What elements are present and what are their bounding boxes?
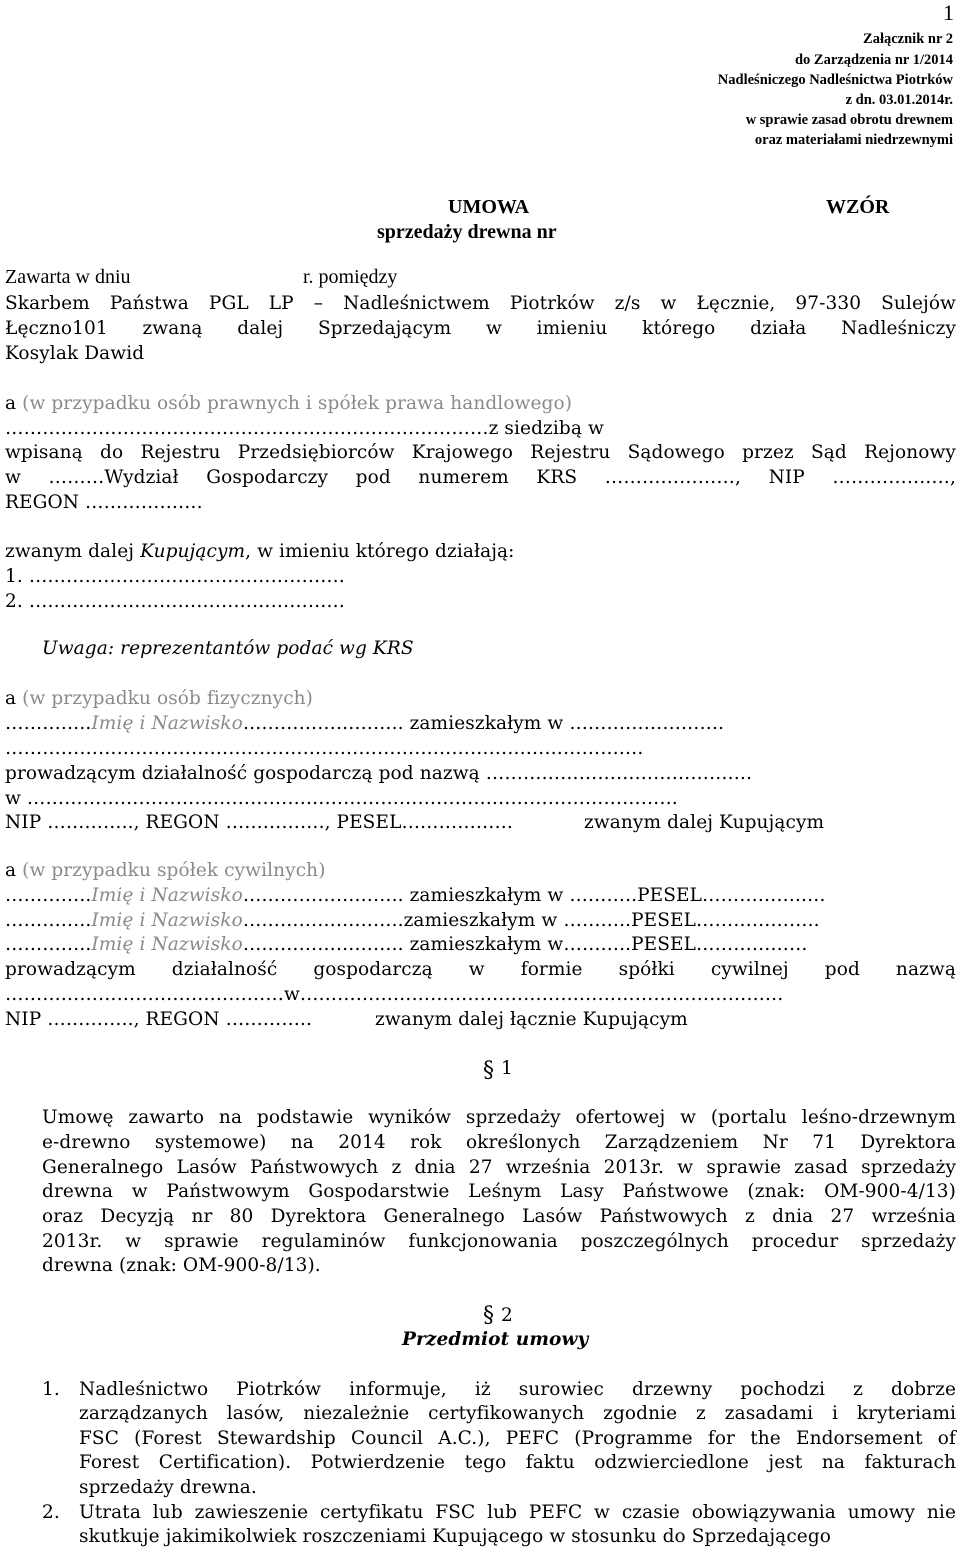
partner-row-2-name: Imię i Nazwisko: [91, 910, 243, 931]
item-2-line-1: Utrata lub zawieszenie certyfikatu FSC lub PEFC w czasie obowiązywania umowy nie: [79, 1502, 956, 1523]
item-1-line-1: Nadleśnictwo Piotrków informuje, iż surowiec drzewny pochodzi z dobrze: [79, 1379, 956, 1400]
title-wzor: WZÓR: [826, 196, 890, 218]
section-2-symbol: §: [483, 1303, 495, 1328]
section-1-line-3: Generalnego Lasów Państwowych z dnia 27 września 2013r. w sprawie zasad sprzedaży: [42, 1157, 956, 1178]
partner-row-3-name: Imię i Nazwisko: [91, 934, 243, 955]
partner-row-1: [5, 885, 826, 906]
representative-1: 1. ……………………………………………: [5, 566, 346, 587]
partnership-line-4: prowadzącym działalność gospodarczą w formie spółki cywilnej pod nazwą: [5, 959, 956, 980]
legal-line-2: wpisaną do Rejestru Przedsiębiorców Krajowego Rejestru Sądowego przez Sąd Rejonowy: [5, 442, 956, 463]
section-2-heading: Przedmiot umowy: [402, 1329, 589, 1350]
partnership-line-5: ………………………………………w……………………………………………………………………: [5, 984, 784, 1005]
item-2-number: 2.: [42, 1502, 60, 1523]
intro-zawarta: Zawarta w dniu: [5, 266, 131, 288]
annex-line-4: z dn. 03.01.2014r.: [845, 92, 953, 108]
seller-line-1: Skarbem Państwa PGL LP – Nadleśnictwem Piotrków z/s w Łęcznie, 97-330 Sulejów: [5, 293, 956, 314]
partnership-a: a: [5, 860, 17, 881]
annex-line-6: oraz materiałami niedrzewnymi: [754, 132, 953, 148]
partnership-heading-text: (w przypadku spółek cywilnych): [22, 860, 326, 881]
partner-row-3-rest: …………………….. zamieszkałym w………..PESEL………………: [242, 934, 808, 955]
natural-line-4: w ……………………………………………………………………………………………: [5, 788, 678, 809]
natural-person-heading: [5, 688, 313, 709]
legal-heading-text: (w przypadku osób prawnych i spółek prawa handlowego): [22, 393, 573, 414]
natural-line-3: prowadzącym działalność gospodarczą pod nazwą …………………………………….: [5, 763, 753, 784]
item-2-line-2: skutkuje jakimikolwiek roszczeniami Kupującego w stosunku do Sprzedającego: [79, 1526, 832, 1547]
partner-row-3: [5, 934, 808, 955]
partner-row-1-rest: …………………….. zamieszkałym w ………..PESEL……………..…: [242, 885, 826, 906]
seller-line-3: Kosylak Dawid: [5, 343, 145, 364]
natural-l1-dots: …………..: [5, 713, 92, 734]
natural-line-2: ………………………………………………………………………………………….: [5, 738, 644, 759]
title-subtitle: sprzedaży drewna nr: [377, 221, 557, 243]
section-1-line-7: drewna (znak: OM-900-8/13).: [42, 1255, 321, 1276]
natural-l1-name: Imię i Nazwisko: [91, 713, 243, 734]
partner-row-2-pre: …………..: [5, 910, 92, 931]
natural-l1-rest: …………………….. zamieszkałym w …………………….: [242, 713, 725, 734]
krs-note: Uwaga: reprezentantów podać wg KRS: [42, 638, 414, 659]
item-1-line-4: Forest Certification). Potwierdzenie tego faktu odzwierciedlone jest na fakturach: [79, 1452, 956, 1473]
annex-line-2: do Zarządzenia nr 1/2014: [794, 52, 953, 68]
partner-row-2-rest: ……………………..zamieszkałym w ………..PESEL………………..: [242, 910, 820, 931]
section-1-line-5: oraz Decyzją nr 80 Dyrektora Generalnego Lasów Państwowych z dnia 27 września: [42, 1206, 956, 1227]
page-number: 1: [943, 0, 954, 25]
legal-buyer-italic: Kupującym: [140, 541, 246, 562]
partnership-heading: [5, 860, 326, 881]
legal-line-3: w ………Wydział Gospodarczy pod numerem KRS …………………, NIP …………….…,: [5, 467, 956, 488]
legal-buyer-post: , w imieniu którego działają:: [245, 541, 515, 562]
legal-buyer-pre: zwanym dalej: [5, 541, 141, 562]
section-1-line-1: Umowę zawarto na podstawie wyników sprzedaży ofertowej w (portalu leśno-drzewnym: [42, 1107, 956, 1128]
partner-row-3-pre: …………..: [5, 934, 92, 955]
partnership-line-6b: zwanym dalej łącznie Kupującym: [375, 1009, 688, 1030]
partnership-line-6a: NIP ………….., REGON …………..: [5, 1009, 312, 1030]
item-1-number: 1.: [42, 1379, 60, 1400]
partner-row-1-name: Imię i Nazwisko: [91, 885, 243, 906]
section-2-number: 2: [501, 1305, 513, 1326]
partner-row-2: [5, 910, 820, 931]
legal-line-4: REGON ……………….: [5, 492, 203, 513]
representative-2: 2. ……………………………………………: [5, 591, 346, 612]
item-1-line-3: FSC (Forest Stewardship Council A.C.), PEFC (Programme for the Endorsement of: [79, 1428, 956, 1449]
section-1-symbol: §: [483, 1058, 495, 1083]
partner-row-1-pre: …………..: [5, 885, 92, 906]
annex-line-5: w sprawie zasad obrotu drewnem: [745, 112, 953, 128]
title-umowa: UMOWA: [448, 196, 530, 218]
natural-heading-text: (w przypadku osób fizycznych): [22, 688, 313, 709]
legal-person-heading: [5, 393, 572, 414]
item-1-line-5: sprzedaży drewna.: [79, 1477, 257, 1498]
legal-a: a: [5, 393, 17, 414]
intro-pomiedzy: r. pomiędzy: [303, 266, 398, 288]
section-1-line-4: drewna w Państwowym Gospodarstwie Leśnym Lasy Państwowe (znak: OM-900-4/13): [42, 1181, 956, 1202]
natural-line-5a: NIP ………….., REGON ……………., PESEL………………: [5, 812, 514, 833]
section-1-line-6: 2013r. w sprawie regulaminów funkcjonowania poszczególnych procedur sprzedaży: [42, 1231, 956, 1252]
natural-a: a: [5, 688, 17, 709]
seller-line-2: Łęczno101 zwaną dalej Sprzedającym w imieniu którego działa Nadleśniczy: [5, 318, 956, 339]
annex-line-3: Nadleśniczego Nadleśnictwa Piotrków: [717, 72, 953, 88]
legal-line-1: ……………………………………………………………………z siedzibą w: [5, 418, 604, 439]
legal-buyer-line: [5, 541, 515, 562]
natural-line-1: [5, 713, 724, 734]
annex-line-1: Załącznik nr 2: [863, 31, 953, 47]
section-1-line-2: e-drewno systemowe) na 2014 rok określonych Zarządzeniem Nr 71 Dyrektora: [42, 1132, 956, 1153]
section-1-number: 1: [501, 1058, 513, 1079]
natural-line-5b: zwanym dalej Kupującym: [584, 812, 825, 833]
item-1-line-2: zarządzanych lasów, niezależnie certyfikowanych zgodnie z zasadami i kryteriami: [79, 1403, 956, 1424]
